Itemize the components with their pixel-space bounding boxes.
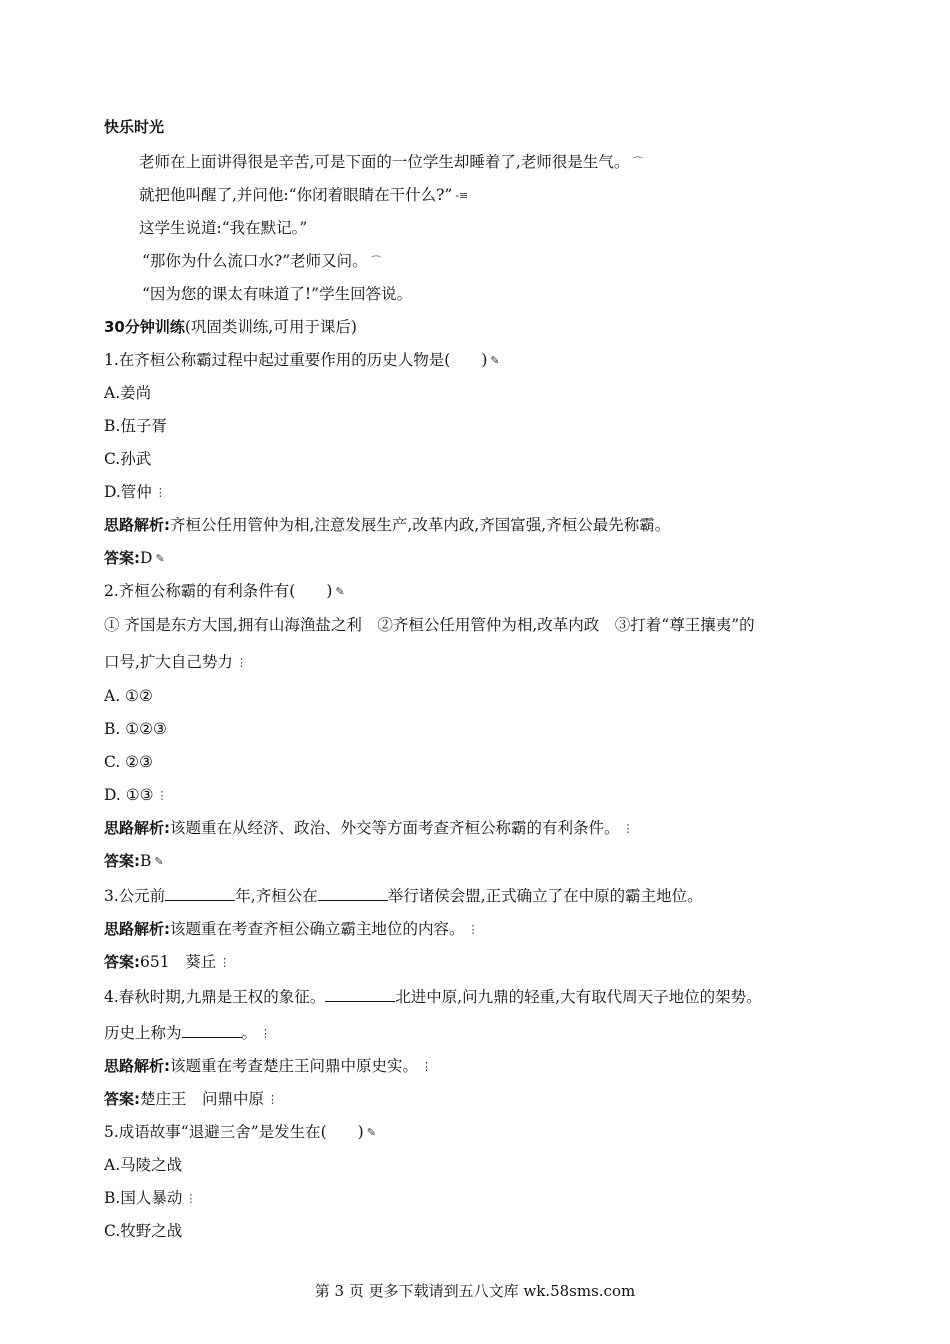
scan-mark: -≡ — [455, 189, 469, 202]
scan-mark: ✎ — [366, 1126, 376, 1139]
q5-option-c: C.牧野之战 — [104, 1222, 183, 1240]
scan-mark: ✎ — [335, 585, 345, 598]
scan-mark: ⋮ — [260, 1027, 272, 1040]
scan-mark: ✎ — [155, 552, 165, 565]
fill-blank — [325, 985, 395, 1002]
q2-option-c: C. ②③ — [104, 753, 153, 771]
question-1-stem: 1.在齐桓公称霸过程中起过重要作用的历史人物是( ) ✎ — [104, 349, 500, 372]
scan-mark: ⌒ — [370, 255, 382, 268]
joke-line-5: “因为您的课太有味道了!”学生回答说。 — [142, 285, 413, 303]
section-title-30min: 30分钟训练(巩固类训练,可用于课后) — [104, 318, 357, 336]
q1-option-d: D.管仲 ⋮ — [104, 481, 166, 504]
joke-line-1: 老师在上面讲得很是辛苦,可是下面的一位学生却睡着了,老师很是生气。 ⌒ — [139, 151, 643, 174]
q1-answer: 答案:D ✎ — [104, 547, 165, 570]
scan-mark: ⋮ — [235, 656, 247, 669]
q4-analysis: 思路解析:该题重在考查楚庄王问鼎中原史实。 ⋮ — [104, 1055, 432, 1078]
q5-option-a: A.马陵之战 — [104, 1156, 183, 1174]
q4-answer: 答案:楚庄王 问鼎中原 ⋮ — [104, 1088, 278, 1111]
fill-blank — [318, 884, 388, 901]
scan-mark: ⋮ — [421, 1060, 433, 1073]
scan-mark: ⋮ — [267, 1093, 279, 1106]
scan-mark: ⋮ — [185, 1192, 197, 1205]
q2-option-d: D. ①③ ⋮ — [104, 784, 168, 807]
q3-analysis: 思路解析:该题重在考查齐桓公确立霸主地位的内容。 ⋮ — [104, 918, 479, 941]
q2-option-a: A. ①② — [104, 687, 153, 705]
q3-answer: 答案:651 葵丘 ⋮ — [104, 951, 230, 974]
section-title-happy-time: 快乐时光 — [104, 118, 165, 136]
q2-option-b: B. ①②③ — [104, 720, 167, 738]
scan-mark: ⋮ — [467, 923, 479, 936]
q2-statement-line-2: 口号,扩大自己势力 ⋮ — [104, 651, 247, 674]
scan-mark: ⋮ — [156, 789, 168, 802]
q5-option-b: B.国人暴动 ⋮ — [104, 1187, 196, 1210]
q2-analysis: 思路解析:该题重在从经济、政治、外交等方面考查齐桓公称霸的有利条件。 ⋮ — [104, 817, 634, 840]
question-5-stem: 5.成语故事“退避三舍”是发生在( ) ✎ — [104, 1121, 376, 1144]
scan-mark: ⌒ — [632, 156, 644, 169]
scan-mark: ⋮ — [219, 956, 231, 969]
q2-statement-line-1: ① 齐国是东方大国,拥有山海渔盐之利 ②齐桓公任用管仲为相,改革内政 ③打着“尊王攘夷”的 — [104, 616, 755, 634]
q1-analysis: 思路解析:齐桓公任用管仲为相,注意发展生产,改革内政,齐国富强,齐桓公最先称霸。 — [104, 516, 671, 534]
question-2-stem: 2.齐桓公称霸的有利条件有( ) ✎ — [104, 580, 345, 603]
joke-line-3: 这学生说道:“我在默记。” — [139, 219, 308, 237]
scan-mark: ✎ — [154, 855, 164, 868]
fill-blank — [165, 884, 235, 901]
q2-answer: 答案:B ✎ — [104, 850, 164, 873]
scan-mark: ✎ — [490, 354, 500, 367]
scan-mark: ⋮ — [154, 486, 166, 499]
q1-option-c: C.孙武 — [104, 450, 152, 468]
q1-option-b: B.伍子胥 — [104, 417, 167, 435]
joke-line-2: 就把他叫醒了,并问他:“你闭着眼睛在干什么?” -≡ — [139, 184, 468, 207]
joke-line-4: “那你为什么流口水?”老师又问。 ⌒ — [142, 250, 382, 273]
scan-mark: ⋮ — [622, 822, 634, 835]
q1-option-a: A.姜尚 — [104, 384, 152, 402]
question-4-line-2: 历史上称为 。 ⋮ — [104, 1021, 271, 1045]
question-4-line-1: 4.春秋时期,九鼎是王权的象征。 北进中原,问九鼎的轻重,大有取代周天子地位的架势。 — [104, 985, 762, 1008]
question-3: 3.公元前 年,齐桓公在 举行诸侯会盟,正式确立了在中原的霸主地位。 — [104, 884, 703, 907]
fill-blank — [182, 1021, 242, 1038]
page-footer: 第 3 页 更多下载请到五八文库 wk.58sms.com — [314, 1282, 636, 1300]
